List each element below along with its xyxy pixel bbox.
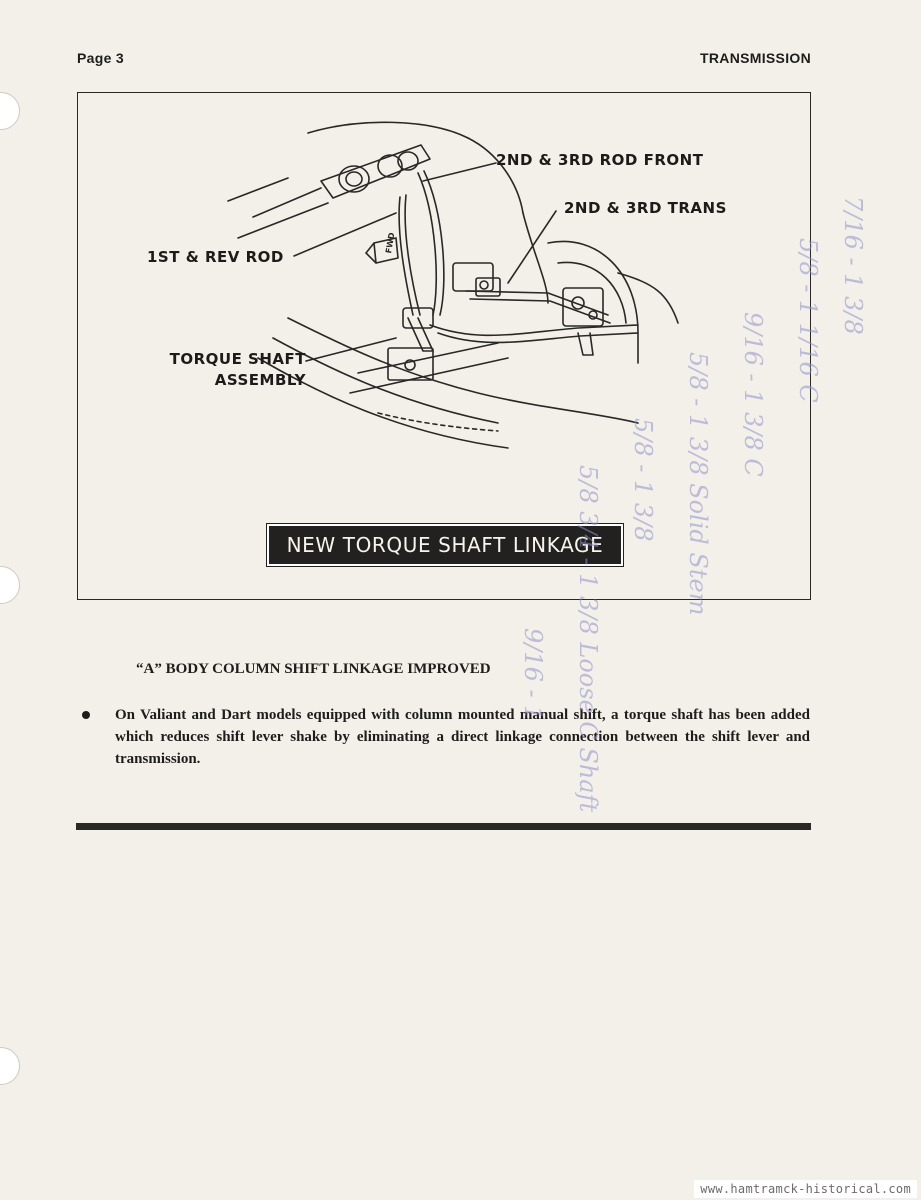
footer-rule: [76, 823, 811, 830]
fwd-label: FWD: [384, 231, 397, 255]
site-watermark: www.hamtramck-historical.com: [694, 1180, 917, 1198]
figure-caption: NEW TORQUE SHAFT LINKAGE: [267, 524, 623, 566]
note-line: 9/16 - 1 3/8 C: [739, 312, 767, 477]
body-paragraph: On Valiant and Dart models equipped with column mounted manual shift, a torque shaft has been added which reduces shift lever shake by eliminating a direct linkage connection between the shift lever and transmission.: [115, 707, 810, 767]
punch-hole: [0, 92, 20, 130]
callout-torque-shaft-assembly: [166, 349, 306, 391]
callout-line: TORQUE SHAFT: [169, 350, 306, 368]
note-line: 7/16 - 1 3/8: [839, 196, 867, 335]
rod-rev: [399, 197, 413, 315]
linkage-figure: [77, 92, 811, 600]
note-line: 5/8 3/4 - 1 3/8 Loose C Shaft: [574, 465, 602, 813]
callout-2nd-3rd-rod-front: 2ND & 3RD ROD FRONT: [496, 151, 704, 169]
note-line: 5/8 - 1 1/16 C: [794, 238, 822, 403]
bullet-dot: [82, 711, 90, 719]
callout-1st-rev-rod: 1ST & REV ROD: [147, 248, 284, 266]
punch-hole: [0, 1047, 20, 1085]
page-number: Page 3: [77, 50, 124, 66]
note-line: 9/16 - 1: [519, 628, 547, 721]
section-title: TRANSMISSION: [700, 50, 811, 66]
callout-line: ASSEMBLY: [214, 371, 306, 389]
rod-trans: [430, 325, 638, 335]
note-line: 5/8 - 1 3/8: [629, 418, 657, 542]
note-line: 5/8 - 1 3/8 Solid Stem: [684, 352, 712, 616]
section-heading: “A” BODY COLUMN SHIFT LINKAGE IMPROVED: [136, 661, 491, 677]
callout-2nd-3rd-trans: 2ND & 3RD TRANS: [564, 199, 727, 217]
punch-hole: [0, 566, 20, 604]
